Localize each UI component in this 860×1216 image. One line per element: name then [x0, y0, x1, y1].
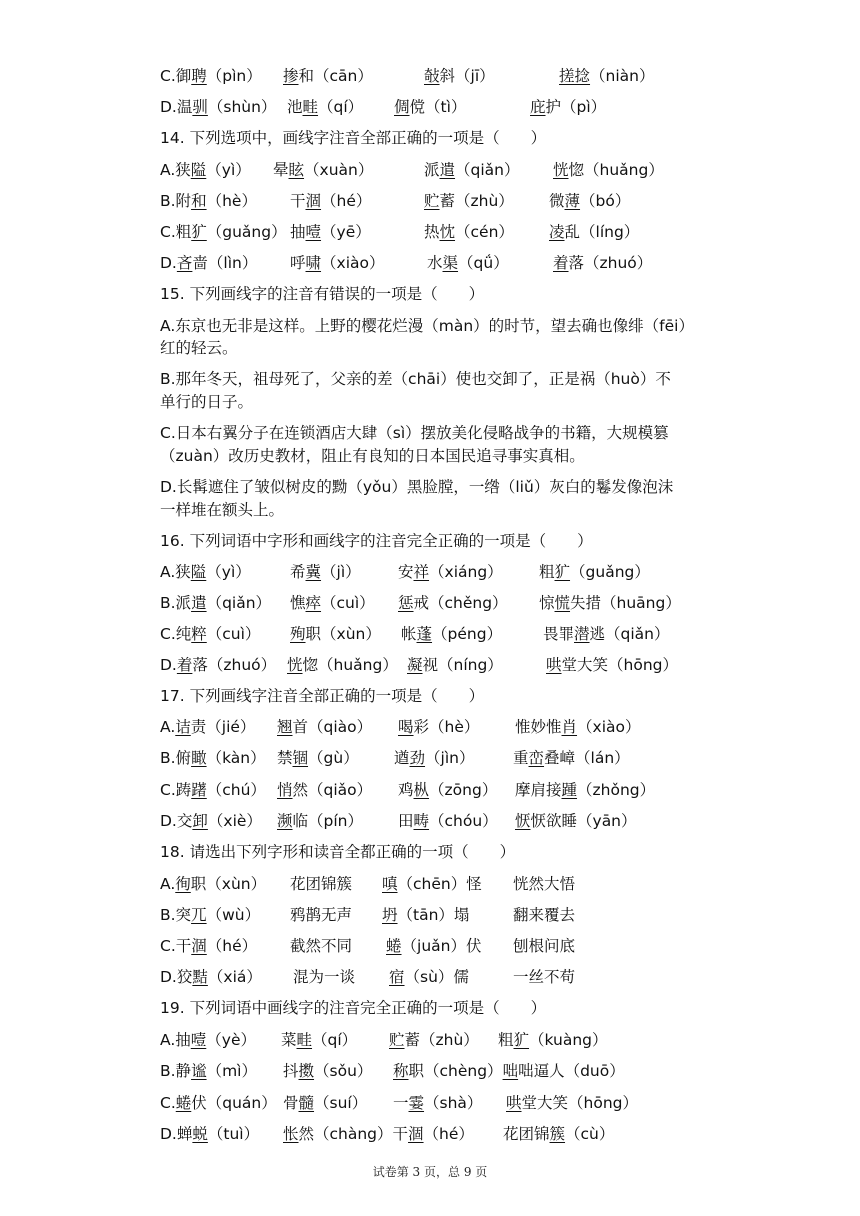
underlined-char: 峦	[528, 749, 545, 767]
text-segment: （guǎng）	[570, 563, 650, 581]
text-segment: （hè）	[206, 192, 257, 210]
text-segment: D.交	[160, 812, 193, 830]
text-segment: （qí）	[312, 1031, 358, 1049]
text-segment: 伏（quán）	[191, 1094, 277, 1112]
text-segment: 17. 下列画线字注音全部正确的一项是（ ）	[160, 687, 485, 705]
text-segment: 混为一谈	[293, 968, 356, 986]
text-segment: A.	[160, 718, 176, 736]
text-segment: （cuì）	[206, 625, 261, 643]
underlined-char: 犷	[513, 1031, 530, 1049]
text-segment: 干	[290, 192, 306, 210]
underlined-char: 恍	[553, 161, 569, 179]
text-segment: D.	[160, 656, 177, 674]
text-segment: 职（chèng）	[408, 1062, 503, 1080]
text-segment: D.狡	[160, 968, 193, 986]
text-segment: 呼	[290, 254, 306, 272]
underlined-char: 恹	[515, 812, 531, 830]
text-segment: （jì）	[321, 563, 361, 581]
text-segment: 职（xùn）	[190, 875, 267, 893]
text-segment: C.踌	[160, 781, 192, 799]
text-segment: （kàn）	[206, 749, 266, 767]
text-segment: B.附	[160, 192, 192, 210]
underlined-char: 吝	[176, 254, 193, 272]
text-segment: 派	[424, 161, 440, 179]
text-segment: 叠嶂（lán）	[544, 749, 630, 767]
text-segment: 惚（huǎng）	[568, 161, 664, 179]
underlined-char: 贮	[389, 1031, 405, 1049]
underlined-char: 涸	[191, 937, 207, 955]
text-segment: 16. 下列词语中字形和画线字的注音完全正确的一项是（ ）	[160, 532, 593, 550]
underlined-char: 慌	[554, 594, 571, 612]
text-segment: 红的轻云。	[160, 339, 238, 357]
text-segment: 视（níng）	[422, 656, 503, 674]
text-segment: C.御	[160, 67, 192, 85]
text-segment: 然（qiǎo）	[292, 781, 373, 799]
text-segment: （cuì）	[321, 594, 375, 612]
text-segment: 惊	[539, 594, 555, 612]
underlined-char: 濒	[277, 812, 293, 830]
text-segment: （qiǎn）	[206, 594, 272, 612]
text-segment: A.狭	[160, 563, 191, 581]
text-segment: 乱（líng）	[564, 223, 640, 241]
underlined-char: 翘	[277, 718, 293, 736]
text-segment: 水	[427, 254, 443, 272]
underlined-char: 蜕	[192, 1125, 208, 1143]
text-segment: A.东京也无非是这样。上野的樱花烂漫（màn）的时节，望去确也像绯（fēi）	[160, 317, 694, 335]
text-segment: （xiáng）	[429, 563, 503, 581]
underlined-char: 搓	[559, 67, 575, 85]
text-segment: 希	[290, 563, 306, 581]
text-segment: （zhǒng）	[577, 781, 656, 799]
text-segment: 鸦鹊无声	[290, 906, 353, 924]
underlined-char: 涸	[408, 1125, 424, 1143]
text-segment: 啬（lìn）	[192, 254, 258, 272]
text-segment: C.粗	[160, 223, 192, 241]
underlined-char: 驯	[192, 98, 208, 116]
underlined-char: 喝	[398, 718, 414, 736]
text-segment: （xuàn）	[304, 161, 374, 179]
text-segment: 和（cān）	[298, 67, 373, 85]
underlined-char: 涸	[305, 192, 322, 210]
text-segment: 逃（qiǎn）	[589, 625, 670, 643]
text-segment: （suí）	[314, 1094, 368, 1112]
text-segment: 然（chàng）干	[298, 1125, 409, 1143]
text-segment: （sǒu）	[314, 1062, 373, 1080]
underlined-char: 啸	[305, 254, 322, 272]
text-segment: 安	[398, 563, 414, 581]
underlined-char: 躇	[191, 781, 207, 799]
text-segment: （cù）	[565, 1125, 615, 1143]
text-segment: （chóu）	[429, 812, 498, 830]
text-segment: 惚（huǎng）	[302, 656, 398, 674]
underlined-char: 哄	[546, 656, 562, 674]
text-segment: 临（pín）	[292, 812, 363, 830]
text-segment: （bó）	[580, 192, 631, 210]
text-segment: （hé）	[423, 1125, 474, 1143]
underlined-char: 咄	[502, 1062, 519, 1080]
underlined-char: 称	[393, 1062, 409, 1080]
text-segment: （sù）儒	[404, 968, 469, 986]
underlined-char: 簇	[549, 1125, 566, 1143]
text-segment: （gù）	[308, 749, 359, 767]
text-segment: C.	[160, 1094, 176, 1112]
text-segment: 骨	[283, 1094, 299, 1112]
text-segment: 晕	[273, 161, 289, 179]
underlined-char: 霎	[408, 1094, 425, 1112]
underlined-char: 劲	[409, 749, 426, 767]
underlined-char: 蜷	[175, 1094, 192, 1112]
underlined-char: 诘	[175, 718, 191, 736]
text-segment: 菜	[281, 1031, 297, 1049]
page-footer: 试卷第 3 页，总 9 页	[372, 1165, 488, 1179]
underlined-char: 噎	[305, 223, 322, 241]
text-segment: （xiào）	[321, 254, 385, 272]
underlined-char: 蜷	[386, 937, 402, 955]
underlined-char: 庇	[530, 98, 546, 116]
text-segment: （yè）	[206, 1031, 256, 1049]
underlined-char: 噎	[190, 1031, 207, 1049]
text-segment: （cén）	[455, 223, 514, 241]
text-segment: （kuàng）	[529, 1031, 608, 1049]
text-segment: 粗	[539, 563, 555, 581]
text-segment: 花团锦	[503, 1125, 550, 1143]
underlined-char: 卸	[192, 812, 208, 830]
text-segment: D.	[160, 254, 177, 272]
underlined-char: 怅	[283, 1125, 299, 1143]
underlined-char: 坍	[382, 906, 398, 924]
text-segment: 翻来覆去	[513, 906, 576, 924]
text-segment: 刨根问底	[513, 937, 576, 955]
text-segment: （shùn）	[207, 98, 277, 116]
underlined-char: 黠	[192, 968, 208, 986]
underlined-char: 犷	[191, 223, 207, 241]
text-segment: （guǎng）	[206, 223, 287, 241]
text-segment: 咄逼人（duō）	[518, 1062, 625, 1080]
text-segment: 落（zhuó）	[568, 254, 653, 272]
underlined-char: 瘁	[305, 594, 322, 612]
text-segment: （tān）塌	[397, 906, 470, 924]
text-segment: 蓄（zhù）	[404, 1031, 479, 1049]
underlined-char: 眩	[288, 161, 305, 179]
text-segment: 恹欲睡（yān）	[530, 812, 637, 830]
text-segment: 一	[393, 1094, 409, 1112]
underlined-char: 恍	[287, 656, 303, 674]
text-segment: （yì）	[206, 563, 251, 581]
text-segment: 花团锦簇	[290, 875, 353, 893]
text-segment: （qǘ）	[458, 254, 509, 272]
text-segment: 傥（tì）	[409, 98, 467, 116]
underlined-char: 瞰	[191, 749, 207, 767]
text-segment: 失措（huāng）	[570, 594, 681, 612]
text-segment: 职（xùn）	[305, 625, 381, 643]
text-segment: 粗	[498, 1031, 514, 1049]
text-segment: 堂大笑（hōng）	[561, 656, 678, 674]
text-segment: 憔	[290, 594, 306, 612]
underlined-char: 遣	[191, 594, 207, 612]
text-segment: D.蝉	[160, 1125, 193, 1143]
text-segment: 抽	[290, 223, 306, 241]
text-segment: （zuàn）改历史教材，阻止有良知的日本国民追寻事实真相。	[160, 447, 585, 465]
text-segment: （niàn）	[590, 67, 655, 85]
text-segment: 田	[398, 812, 414, 830]
text-segment: （shà）	[424, 1094, 483, 1112]
text-segment: 堂大笑（hōng）	[521, 1094, 638, 1112]
text-segment: （xiá）	[207, 968, 262, 986]
text-segment: 摩肩接	[515, 781, 562, 799]
text-segment: 畏罪	[543, 625, 575, 643]
text-segment: B.派	[160, 594, 192, 612]
text-segment: 15. 下列画线字的注音有错误的一项是（ ）	[160, 285, 485, 303]
text-segment: 19. 下列词语中画线字的注音完全正确的一项是（ ）	[160, 999, 547, 1017]
text-segment: 首（qiào）	[292, 718, 373, 736]
text-segment: B.静	[160, 1062, 192, 1080]
text-segment: （hé）	[206, 937, 258, 955]
underlined-char: 和	[191, 192, 207, 210]
text-segment: （chú）	[206, 781, 266, 799]
text-segment: C.日本右翼分子在连锁酒店大肆（sì）摆放美化侵略战争的书籍，大规模篡	[160, 424, 669, 442]
underlined-char: 隘	[190, 563, 207, 581]
text-segment: 18. 请选出下列字形和读音全都正确的一项（ ）	[160, 843, 516, 861]
text-segment: A.狭	[160, 161, 191, 179]
text-segment: A.	[160, 875, 176, 893]
text-segment: 单行的日子。	[160, 393, 254, 411]
text-segment: 蓄（zhù）	[439, 192, 514, 210]
text-segment: 恍然大悟	[513, 875, 576, 893]
underlined-char: 擞	[298, 1062, 315, 1080]
underlined-char: 凌	[549, 223, 565, 241]
text-segment: 禁	[277, 749, 293, 767]
underlined-char: 捻	[574, 67, 591, 85]
text-segment: 一样堆在额头上。	[160, 501, 285, 519]
underlined-char: 冀	[305, 563, 322, 581]
text-segment: （qí）	[318, 98, 364, 116]
text-segment: B.那年冬天，祖母死了，父亲的差（chāi）使也交卸了，正是祸（huò）不	[160, 370, 671, 388]
text-segment: C.纯	[160, 625, 192, 643]
underlined-char: 忱	[439, 223, 456, 241]
underlined-char: 着	[553, 254, 569, 272]
text-segment: （qiǎn）	[455, 161, 520, 179]
text-segment: 重	[513, 749, 529, 767]
text-segment: 斜（jī）	[439, 67, 495, 85]
underlined-char: 肖	[561, 718, 578, 736]
underlined-char: 哄	[506, 1094, 522, 1112]
underlined-char: 倜	[394, 98, 410, 116]
text-segment: 鸡	[398, 781, 414, 799]
underlined-char: 祥	[413, 563, 430, 581]
underlined-char: 遣	[439, 161, 456, 179]
underlined-char: 隘	[190, 161, 207, 179]
text-segment: （tuì）	[207, 1125, 260, 1143]
underlined-char: 畦	[296, 1031, 313, 1049]
text-segment: 戒（chěng）	[413, 594, 508, 612]
underlined-char: 敧	[424, 67, 440, 85]
text-segment: C.干	[160, 937, 192, 955]
text-segment: （zōng）	[429, 781, 498, 799]
text-segment: 截然不同	[290, 937, 353, 955]
underlined-char: 髓	[298, 1094, 315, 1112]
text-segment: 护（pì）	[545, 98, 607, 116]
text-segment: 抖	[283, 1062, 299, 1080]
text-segment: （wù）	[206, 906, 261, 924]
text-segment: 微	[549, 192, 565, 210]
text-segment: D.温	[160, 98, 193, 116]
underlined-char: 着	[176, 656, 193, 674]
text-segment: （pìn）	[206, 67, 262, 85]
text-segment: （yē）	[321, 223, 371, 241]
underlined-char: 畦	[302, 98, 319, 116]
text-segment: （xiè）	[207, 812, 262, 830]
underlined-char: 兀	[191, 906, 207, 924]
underlined-char: 粹	[191, 625, 207, 643]
underlined-char: 贮	[424, 192, 440, 210]
underlined-char: 谧	[191, 1062, 207, 1080]
text-segment: D.长髯遮住了皱似树皮的黝（yǒu）黑脸膛，一绺（liǔ）灰白的鬈发像泡沫	[160, 478, 674, 496]
text-segment: 热	[424, 223, 440, 241]
underlined-char: 渠	[442, 254, 459, 272]
text-segment: （xiào）	[577, 718, 641, 736]
underlined-char: 嗔	[382, 875, 398, 893]
text-segment: 责（jié）	[190, 718, 256, 736]
underlined-char: 畴	[413, 812, 430, 830]
text-segment: （jìn）	[425, 749, 475, 767]
text-segment: 帐	[401, 625, 417, 643]
text-segment: 遒	[394, 749, 410, 767]
underlined-char: 薄	[564, 192, 581, 210]
text-segment: （chēn）怪	[397, 875, 482, 893]
text-segment: A.抽	[160, 1031, 191, 1049]
text-segment: （mì）	[206, 1062, 257, 1080]
underlined-char: 殉	[290, 625, 306, 643]
text-segment: （juǎn）伏	[401, 937, 482, 955]
underlined-char: 枞	[413, 781, 430, 799]
underlined-char: 聘	[191, 67, 207, 85]
underlined-char: 犷	[554, 563, 571, 581]
text-segment: （hé）	[321, 192, 372, 210]
text-segment: B.俯	[160, 749, 192, 767]
underlined-char: 悄	[277, 781, 293, 799]
text-segment: 14. 下列选项中，画线字注音全部正确的一项是（ ）	[160, 129, 547, 147]
text-segment: B.突	[160, 906, 192, 924]
text-segment: 惟妙惟	[515, 718, 562, 736]
underlined-char: 宿	[389, 968, 405, 986]
text-segment: （péng）	[432, 625, 503, 643]
underlined-char: 徇	[175, 875, 191, 893]
underlined-char: 凝	[407, 656, 423, 674]
underlined-char: 蓬	[416, 625, 433, 643]
underlined-char: 潜	[574, 625, 590, 643]
underlined-char: 踵	[561, 781, 578, 799]
text-segment: 落（zhuó）	[192, 656, 277, 674]
text-segment: （yì）	[206, 161, 251, 179]
underlined-char: 掺	[283, 67, 299, 85]
underlined-char: 惩	[398, 594, 414, 612]
text-segment: 池	[287, 98, 303, 116]
text-segment: 一丝不苟	[513, 968, 576, 986]
underlined-char: 锢	[292, 749, 309, 767]
text-segment: 彩（hè）	[413, 718, 480, 736]
